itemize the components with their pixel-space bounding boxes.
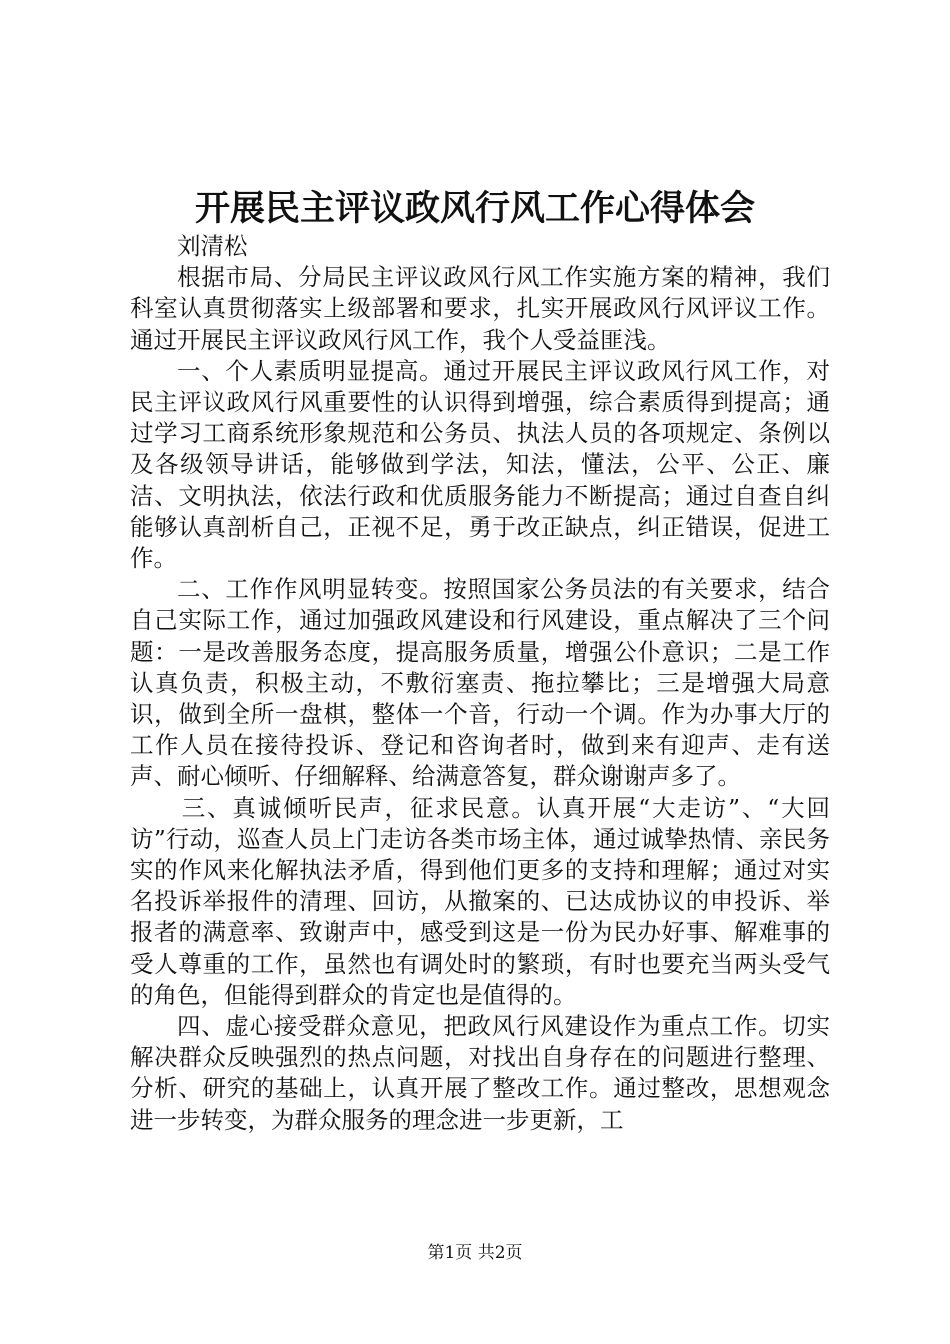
document-body: [130, 231, 830, 1136]
document-title: 开展民主评议政风行风工作心得体会: [194, 189, 755, 229]
paragraph-section-4: 四、虚心接受群众意见，把政风行风建设作为重点工作。切实解决群众反映强烈的热点问题，对找出自身存在的问题进行整理、分析、研究的基础上，认真开展了整改工作。通过整改，思想观念进一步转变，为群众服务的理念进一步更新，工: [130, 1012, 830, 1134]
author-name: 刘清松: [177, 232, 248, 260]
paragraph-section-2: 二、工作作风明显转变。按照国家公务员法的有关要求，结合自己实际工作，通过加强政风建设和行风建设，重点解决了三个问题：一是改善服务态度，提高服务质量，增强公仆意识；二是工作认真负责，积极主动，不敷衍塞责、拖拉攀比；三是增强大局意识，做到全所一盘棋，整体一个音，行动一个调。作为办事大厅的工作人员在接待投诉、登记和咨询者时，做到来有迎声、走有送声、耐心倾听、仔细解释、给满意答复，群众谢谢声多了。: [130, 575, 830, 791]
paragraph-section-1: 一、个人素质明显提高。通过开展民主评议政风行风工作，对民主评议政风行风重要性的认识得到增强，综合素质得到提高；通过学习工商系统形象规范和公务员、执法人员的各项规定、条例以及各级领导讲话，能够做到学法，知法，懂法，公平、公正、廉洁、文明执法，依法行政和优质服务能力不断提高；通过自查自纠能够认真剖析自己，正视不足，勇于改正缺点，纠正错误，促进工作。: [130, 356, 830, 573]
page-footer: 第1页 共2页: [427, 1243, 523, 1263]
paragraph-section-3: 三、真诚倾听民声，征求民意。认真开展“大走访”、“大回访”行动，巡查人员上门走访各类市场主体，通过诚挚热情、亲民务实的作风来化解执法矛盾，得到他们更多的支持和理解；通过对实名投诉举报件的清理、回访，从撤案的、已达成协议的申投诉、举报者的满意率、致谢声中，感受到这是一份为民办好事、解难事的受人尊重的工作，虽然也有调处时的繁琐，有时也要充当两头受气的角色，但能得到群众的肯定也是值得的。: [130, 793, 830, 1009]
paragraph-intro: 根据市局、分局民主评议政风行风工作实施方案的精神，我们科室认真贯彻落实上级部署和要求，扎实开展政风行风评议工作。通过开展民主评议政风行风工作，我个人受益匪浅。: [130, 263, 830, 354]
